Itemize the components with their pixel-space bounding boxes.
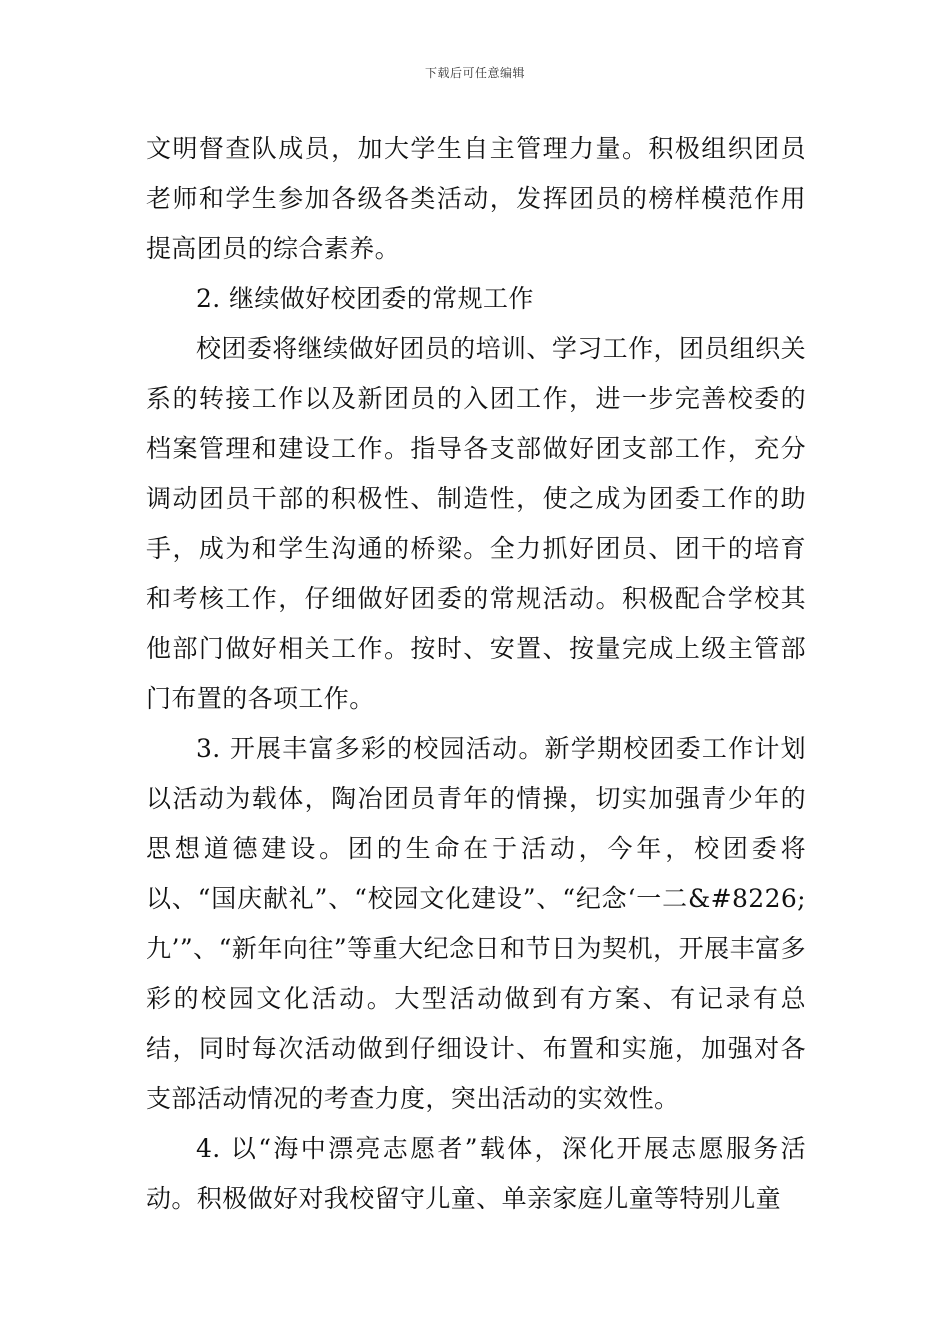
- paragraph-3: 校团委将继续做好团员的培训、学习工作，团员组织关系的转接工作以及新团员的入团工作，进一步完善校委的档案管理和建设工作。指导各支部做好团支部工作，充分调动团员干部的积极性、制造性，使之成为团委工作的助手，成为和学生沟通的桥梁。全力抓好团员、团干的培育和考核工作，仔细做好团委的常规活动。积极配合学校其他部门做好相关工作。按时、安置、按量完成上级主管部门布置的各项工作。: [146, 334, 806, 713]
- paragraph-5: 4. 以“海中漂亮志愿者”载体，深化开展志愿服务活动。积极做好对我校留守儿童、单亲家庭儿童等特别儿童: [146, 1134, 806, 1213]
- paragraph-4: 3. 开展丰富多彩的校园活动。新学期校团委工作计划以活动为载体，陶冶团员青年的情操，切实加强青少年的思想道德建设。团的生命在于活动，今年，校团委将以、“国庆献礼”、“校园文化建设”、“纪念‘一二&#8226;九’”、“新年向往”等重大纪念日和节日为契机，开展丰富多彩的校园文化活动。大型活动做到有方案、有记录有总结，同时每次活动做到仔细设计、布置和实施，加强对各支部活动情况的考查力度，突出活动的实效性。: [146, 734, 806, 1113]
- paragraph-2-heading: 2. 继续做好校团委的常规工作: [196, 284, 534, 313]
- document-body: [146, 124, 806, 1224]
- page-header: 下载后可任意编辑: [424, 66, 525, 80]
- paragraph-1: 文明督查队成员，加大学生自主管理力量。积极组织团员老师和学生参加各级各类活动，发挥团员的榜样模范作用提高团员的综合素养。: [146, 134, 806, 263]
